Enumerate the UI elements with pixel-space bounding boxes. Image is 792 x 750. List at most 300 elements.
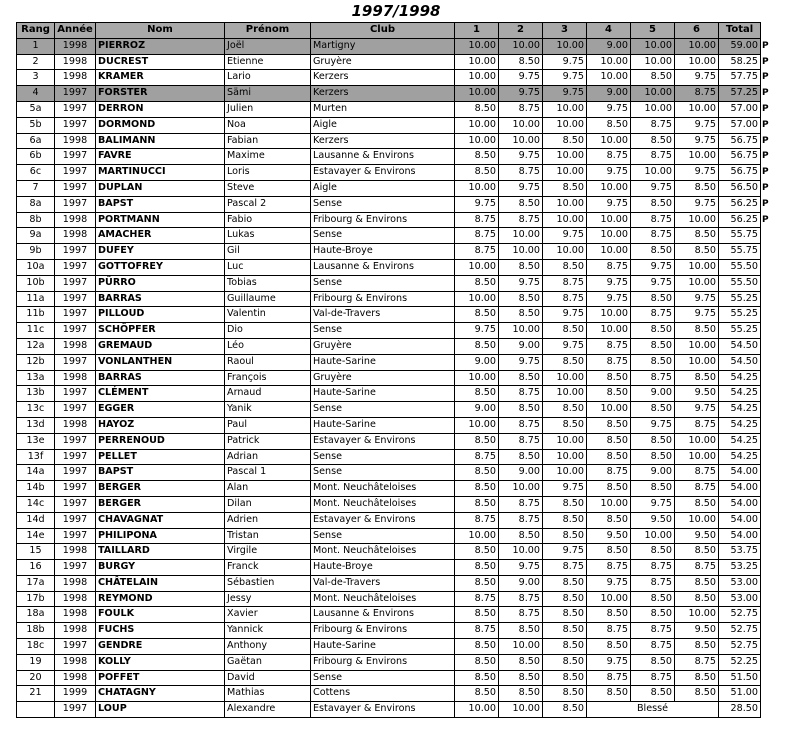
- cell-nom: FORSTER: [96, 86, 225, 102]
- cell-score: 9.75: [631, 180, 675, 196]
- cell-rang: 9b: [17, 244, 55, 260]
- cell-annee: 1997: [55, 196, 96, 212]
- cell-score: 8.75: [587, 670, 631, 686]
- cell-rang: 13c: [17, 402, 55, 418]
- cell-rang: 18c: [17, 639, 55, 655]
- cell-total: 56.75: [719, 133, 761, 149]
- cell-score: 8.50: [587, 481, 631, 497]
- table-row: [17, 70, 771, 86]
- cell-p-flag: [761, 449, 771, 465]
- cell-prenom: Franck: [225, 560, 311, 576]
- cell-score: 8.50: [455, 338, 499, 354]
- cell-rang: 7: [17, 180, 55, 196]
- cell-club: Fribourg & Environs: [311, 291, 455, 307]
- cell-club: Kerzers: [311, 86, 455, 102]
- cell-score: 8.50: [543, 512, 587, 528]
- table-row: [17, 670, 771, 686]
- cell-score: 8.50: [543, 133, 587, 149]
- cell-club: Kerzers: [311, 133, 455, 149]
- cell-prenom: Valentin: [225, 307, 311, 323]
- cell-annee: 1998: [55, 228, 96, 244]
- cell-nom: DUCREST: [96, 54, 225, 70]
- cell-club: Martigny: [311, 38, 455, 54]
- cell-score: 10.00: [543, 433, 587, 449]
- cell-score: 10.00: [675, 354, 719, 370]
- cell-score: 8.75: [455, 244, 499, 260]
- cell-club: Mont. Neuchâteloises: [311, 481, 455, 497]
- cell-score: 9.75: [587, 165, 631, 181]
- cell-score: 10.00: [675, 101, 719, 117]
- cell-annee: 1998: [55, 38, 96, 54]
- cell-p-flag: [761, 338, 771, 354]
- cell-total: 56.75: [719, 165, 761, 181]
- cell-score: 8.50: [455, 639, 499, 655]
- cell-club: Fribourg & Environs: [311, 212, 455, 228]
- cell-p-flag: [761, 402, 771, 418]
- cell-rang: 6a: [17, 133, 55, 149]
- cell-score: 8.50: [631, 70, 675, 86]
- cell-score: 9.50: [587, 528, 631, 544]
- cell-nom: PORTMANN: [96, 212, 225, 228]
- cell-score: 9.50: [675, 528, 719, 544]
- cell-nom: BURGY: [96, 560, 225, 576]
- cell-p-flag: [761, 291, 771, 307]
- cell-score: 8.75: [631, 212, 675, 228]
- cell-total: 57.25: [719, 86, 761, 102]
- cell-total: 52.75: [719, 607, 761, 623]
- cell-rang: 2: [17, 54, 55, 70]
- cell-score: 8.75: [675, 481, 719, 497]
- cell-score: 8.75: [675, 560, 719, 576]
- cell-score: 8.75: [675, 86, 719, 102]
- cell-total: 54.50: [719, 338, 761, 354]
- cell-club: Gruyère: [311, 370, 455, 386]
- cell-score: 10.00: [499, 117, 543, 133]
- cell-score: 9.75: [543, 228, 587, 244]
- cell-nom: POFFET: [96, 670, 225, 686]
- cell-nom: KRAMER: [96, 70, 225, 86]
- cell-score: 8.50: [631, 133, 675, 149]
- cell-score: 10.00: [587, 591, 631, 607]
- cell-score: 8.75: [587, 338, 631, 354]
- cell-annee: 1997: [55, 433, 96, 449]
- cell-rang: 5a: [17, 101, 55, 117]
- table-row: [17, 244, 771, 260]
- cell-club: Sense: [311, 465, 455, 481]
- cell-score: 9.75: [631, 417, 675, 433]
- cell-prenom: Noa: [225, 117, 311, 133]
- cell-score: 10.00: [455, 117, 499, 133]
- header-p-spacer: [761, 23, 771, 39]
- cell-score: 8.50: [543, 623, 587, 639]
- cell-annee: 1997: [55, 560, 96, 576]
- cell-score: 8.75: [675, 465, 719, 481]
- cell-rang: 16: [17, 560, 55, 576]
- cell-score: 10.00: [631, 54, 675, 70]
- table-row: [17, 307, 771, 323]
- cell-score: 8.50: [587, 512, 631, 528]
- cell-nom: BAPST: [96, 196, 225, 212]
- cell-nom: DORMOND: [96, 117, 225, 133]
- cell-score: 8.75: [455, 512, 499, 528]
- cell-nom: BERGER: [96, 481, 225, 497]
- cell-total: 54.00: [719, 465, 761, 481]
- cell-prenom: Adrian: [225, 449, 311, 465]
- cell-score: 9.75: [587, 654, 631, 670]
- cell-club: Kerzers: [311, 70, 455, 86]
- cell-total: 52.25: [719, 654, 761, 670]
- cell-score: 8.50: [631, 354, 675, 370]
- cell-rang: 9a: [17, 228, 55, 244]
- cell-annee: 1998: [55, 417, 96, 433]
- cell-total: 54.25: [719, 433, 761, 449]
- cell-p-flag: [761, 323, 771, 339]
- cell-p-flag: [761, 386, 771, 402]
- table-row: [17, 275, 771, 291]
- cell-score: 9.75: [675, 133, 719, 149]
- cell-score: 8.50: [675, 670, 719, 686]
- cell-club: Lausanne & Environs: [311, 607, 455, 623]
- cell-score: 9.75: [587, 196, 631, 212]
- cell-annee: 1997: [55, 307, 96, 323]
- cell-score: 10.00: [675, 275, 719, 291]
- cell-score: 10.00: [499, 702, 543, 718]
- cell-prenom: Lukas: [225, 228, 311, 244]
- header-annee: Année: [55, 23, 96, 39]
- cell-score: 9.75: [675, 402, 719, 418]
- cell-score: 8.50: [455, 275, 499, 291]
- cell-annee: 1997: [55, 512, 96, 528]
- cell-annee: 1997: [55, 86, 96, 102]
- cell-nom: REYMOND: [96, 591, 225, 607]
- cell-total: 54.50: [719, 354, 761, 370]
- table-row: [17, 133, 771, 149]
- cell-annee: 1998: [55, 607, 96, 623]
- cell-score: 8.50: [499, 686, 543, 702]
- cell-score: 9.75: [543, 86, 587, 102]
- cell-nom: FOULK: [96, 607, 225, 623]
- table-row: [17, 338, 771, 354]
- cell-score: 10.00: [543, 370, 587, 386]
- cell-score: 9.00: [455, 354, 499, 370]
- cell-total: 53.25: [719, 560, 761, 576]
- cell-rang: 5b: [17, 117, 55, 133]
- header-total: Total: [719, 23, 761, 39]
- cell-score: 8.75: [455, 623, 499, 639]
- cell-rang: 12b: [17, 354, 55, 370]
- cell-score: 9.75: [499, 86, 543, 102]
- cell-score: 8.75: [631, 575, 675, 591]
- cell-score: 9.75: [587, 575, 631, 591]
- cell-score: 8.50: [587, 686, 631, 702]
- cell-p-flag: P: [762, 103, 769, 114]
- cell-prenom: David: [225, 670, 311, 686]
- cell-score: 9.75: [587, 101, 631, 117]
- cell-nom: PERRENOUD: [96, 433, 225, 449]
- cell-total: 55.25: [719, 323, 761, 339]
- cell-total: 55.25: [719, 307, 761, 323]
- table-row: [17, 370, 771, 386]
- cell-score: 10.00: [587, 307, 631, 323]
- cell-p-flag: [761, 544, 771, 560]
- table-row: [17, 512, 771, 528]
- cell-prenom: Paul: [225, 417, 311, 433]
- cell-score: 10.00: [587, 323, 631, 339]
- cell-rang: 11b: [17, 307, 55, 323]
- table-row: [17, 196, 771, 212]
- cell-rang: 14d: [17, 512, 55, 528]
- cell-nom: PELLET: [96, 449, 225, 465]
- cell-nom: BARRAS: [96, 291, 225, 307]
- cell-score: 10.00: [499, 133, 543, 149]
- cell-p-flag: [761, 512, 771, 528]
- cell-total: 54.25: [719, 370, 761, 386]
- cell-score: 10.00: [455, 370, 499, 386]
- cell-score: 8.75: [675, 417, 719, 433]
- cell-score: 10.00: [455, 180, 499, 196]
- cell-annee: 1998: [55, 338, 96, 354]
- cell-nom: BAPST: [96, 465, 225, 481]
- cell-score: 8.75: [499, 607, 543, 623]
- table-row: [17, 639, 771, 655]
- cell-score: 8.50: [587, 639, 631, 655]
- cell-total: 54.25: [719, 449, 761, 465]
- cell-score: 8.50: [455, 670, 499, 686]
- cell-score: 8.50: [499, 449, 543, 465]
- cell-score: 10.00: [455, 417, 499, 433]
- cell-nom: BARRAS: [96, 370, 225, 386]
- cell-annee: 1999: [55, 686, 96, 702]
- cell-score: 10.00: [455, 291, 499, 307]
- cell-prenom: François: [225, 370, 311, 386]
- cell-total: 56.25: [719, 196, 761, 212]
- cell-annee: 1997: [55, 402, 96, 418]
- cell-score: 8.75: [631, 228, 675, 244]
- cell-total: 56.75: [719, 149, 761, 165]
- cell-score: 8.75: [543, 275, 587, 291]
- cell-score: 10.00: [587, 133, 631, 149]
- cell-score: 8.50: [631, 686, 675, 702]
- cell-prenom: Gaëtan: [225, 654, 311, 670]
- cell-annee: 1997: [55, 496, 96, 512]
- cell-prenom: Mathias: [225, 686, 311, 702]
- cell-score: 10.00: [543, 165, 587, 181]
- cell-score: 10.00: [499, 481, 543, 497]
- cell-score: 8.50: [675, 686, 719, 702]
- cell-score: 10.00: [543, 449, 587, 465]
- cell-score: 8.75: [543, 560, 587, 576]
- cell-score: 8.75: [499, 386, 543, 402]
- cell-score: 9.50: [675, 623, 719, 639]
- cell-p-flag: [761, 433, 771, 449]
- table-row: [17, 323, 771, 339]
- cell-rang: 18a: [17, 607, 55, 623]
- cell-score: 9.75: [499, 70, 543, 86]
- cell-score: 10.00: [587, 496, 631, 512]
- cell-club: Sense: [311, 670, 455, 686]
- cell-club: Estavayer & Environs: [311, 433, 455, 449]
- cell-score: 10.00: [543, 38, 587, 54]
- cell-prenom: Steve: [225, 180, 311, 196]
- table-row: [17, 149, 771, 165]
- cell-score: 9.75: [675, 196, 719, 212]
- cell-annee: 1997: [55, 117, 96, 133]
- cell-score: 10.00: [455, 70, 499, 86]
- cell-club: Haute-Sarine: [311, 417, 455, 433]
- cell-p-flag: [761, 481, 771, 497]
- table-row: [17, 560, 771, 576]
- cell-score: 10.00: [587, 228, 631, 244]
- cell-rang: 8b: [17, 212, 55, 228]
- cell-score: 8.50: [543, 417, 587, 433]
- cell-score: 8.50: [631, 607, 675, 623]
- table-row: [17, 465, 771, 481]
- table-row: [17, 180, 771, 196]
- cell-annee: 1997: [55, 259, 96, 275]
- cell-score: 8.75: [587, 560, 631, 576]
- cell-p-flag: [761, 496, 771, 512]
- cell-score: 8.75: [631, 623, 675, 639]
- cell-score: 8.50: [543, 528, 587, 544]
- cell-score: 8.75: [631, 307, 675, 323]
- cell-score: 10.00: [675, 38, 719, 54]
- cell-annee: 1997: [55, 323, 96, 339]
- header-rang: Rang: [17, 23, 55, 39]
- cell-score: 8.50: [499, 402, 543, 418]
- cell-club: Sense: [311, 323, 455, 339]
- cell-annee: 1997: [55, 180, 96, 196]
- cell-score: 8.75: [455, 449, 499, 465]
- cell-score: 10.00: [587, 212, 631, 228]
- cell-p-flag: [761, 623, 771, 639]
- cell-score: 9.00: [499, 575, 543, 591]
- table-row: [17, 165, 771, 181]
- cell-annee: 1997: [55, 165, 96, 181]
- cell-score: 8.50: [631, 449, 675, 465]
- cell-score: 10.00: [543, 196, 587, 212]
- cell-score: 8.50: [631, 244, 675, 260]
- cell-prenom: Alexandre: [225, 702, 311, 718]
- cell-score: 8.50: [587, 386, 631, 402]
- cell-annee: 1998: [55, 670, 96, 686]
- cell-total: 54.00: [719, 481, 761, 497]
- cell-total: 51.00: [719, 686, 761, 702]
- cell-annee: 1998: [55, 591, 96, 607]
- cell-score: 8.50: [587, 433, 631, 449]
- table-row: [17, 607, 771, 623]
- cell-score: 8.50: [455, 101, 499, 117]
- cell-score: 10.00: [543, 386, 587, 402]
- cell-rang: 10a: [17, 259, 55, 275]
- cell-score: 9.75: [631, 259, 675, 275]
- table-row: [17, 433, 771, 449]
- cell-score: 10.00: [543, 465, 587, 481]
- cell-nom: MARTINUCCI: [96, 165, 225, 181]
- table-row: [17, 528, 771, 544]
- cell-score: 8.50: [587, 370, 631, 386]
- cell-score: 9.00: [587, 86, 631, 102]
- cell-nom: FUCHS: [96, 623, 225, 639]
- cell-score: 10.00: [543, 101, 587, 117]
- cell-score: 8.50: [675, 228, 719, 244]
- cell-p-flag: P: [762, 72, 769, 83]
- cell-p-flag: [761, 670, 771, 686]
- cell-score: 9.75: [631, 496, 675, 512]
- table-row: [17, 481, 771, 497]
- cell-score: 8.50: [631, 338, 675, 354]
- cell-score: 10.00: [499, 38, 543, 54]
- cell-rang: 14e: [17, 528, 55, 544]
- table-row: [17, 117, 771, 133]
- cell-rang: 13a: [17, 370, 55, 386]
- cell-score: 10.00: [631, 101, 675, 117]
- cell-score: 10.00: [543, 149, 587, 165]
- table-row: [17, 496, 771, 512]
- cell-p-flag: P: [762, 56, 769, 67]
- cell-rang: 6c: [17, 165, 55, 181]
- cell-nom: PÜRRO: [96, 275, 225, 291]
- cell-score: 8.75: [499, 496, 543, 512]
- cell-prenom: Maxime: [225, 149, 311, 165]
- cell-prenom: Tristan: [225, 528, 311, 544]
- cell-club: Sense: [311, 449, 455, 465]
- cell-score: 10.00: [499, 228, 543, 244]
- cell-score: 8.50: [499, 54, 543, 70]
- cell-annee: 1997: [55, 481, 96, 497]
- cell-score: 9.75: [499, 560, 543, 576]
- cell-score: 8.50: [631, 654, 675, 670]
- cell-p-flag: P: [762, 214, 769, 225]
- table-row: [17, 449, 771, 465]
- cell-score: 9.75: [675, 70, 719, 86]
- cell-annee: 1998: [55, 623, 96, 639]
- cell-club: Sense: [311, 196, 455, 212]
- table-row: [17, 654, 771, 670]
- cell-score: 8.50: [543, 686, 587, 702]
- cell-p-flag: [761, 560, 771, 576]
- cell-score: 8.75: [499, 433, 543, 449]
- cell-score: 8.75: [675, 654, 719, 670]
- cell-prenom: Joël: [225, 38, 311, 54]
- cell-score: 8.50: [631, 591, 675, 607]
- cell-p-flag: [761, 639, 771, 655]
- cell-annee: 1998: [55, 212, 96, 228]
- cell-nom: AMACHER: [96, 228, 225, 244]
- cell-nom: CHÂTELAIN: [96, 575, 225, 591]
- table-row: [17, 623, 771, 639]
- cell-total: 55.50: [719, 259, 761, 275]
- cell-score: 8.50: [455, 465, 499, 481]
- cell-score: 8.50: [675, 544, 719, 560]
- cell-p-flag: P: [762, 135, 769, 146]
- cell-score: 8.50: [587, 117, 631, 133]
- cell-score: 8.50: [499, 528, 543, 544]
- cell-score: 10.00: [499, 323, 543, 339]
- cell-total: 54.25: [719, 386, 761, 402]
- cell-nom: TAILLARD: [96, 544, 225, 560]
- cell-score: 8.75: [455, 212, 499, 228]
- table-row: [17, 575, 771, 591]
- page-title: 1997/1998: [351, 2, 441, 20]
- cell-club: Sense: [311, 402, 455, 418]
- cell-p-flag: [761, 307, 771, 323]
- table-row: [17, 228, 771, 244]
- cell-score: 10.00: [587, 402, 631, 418]
- cell-prenom: Xavier: [225, 607, 311, 623]
- cell-total: 55.50: [719, 275, 761, 291]
- cell-prenom: Adrien: [225, 512, 311, 528]
- cell-club: Mont. Neuchâteloises: [311, 496, 455, 512]
